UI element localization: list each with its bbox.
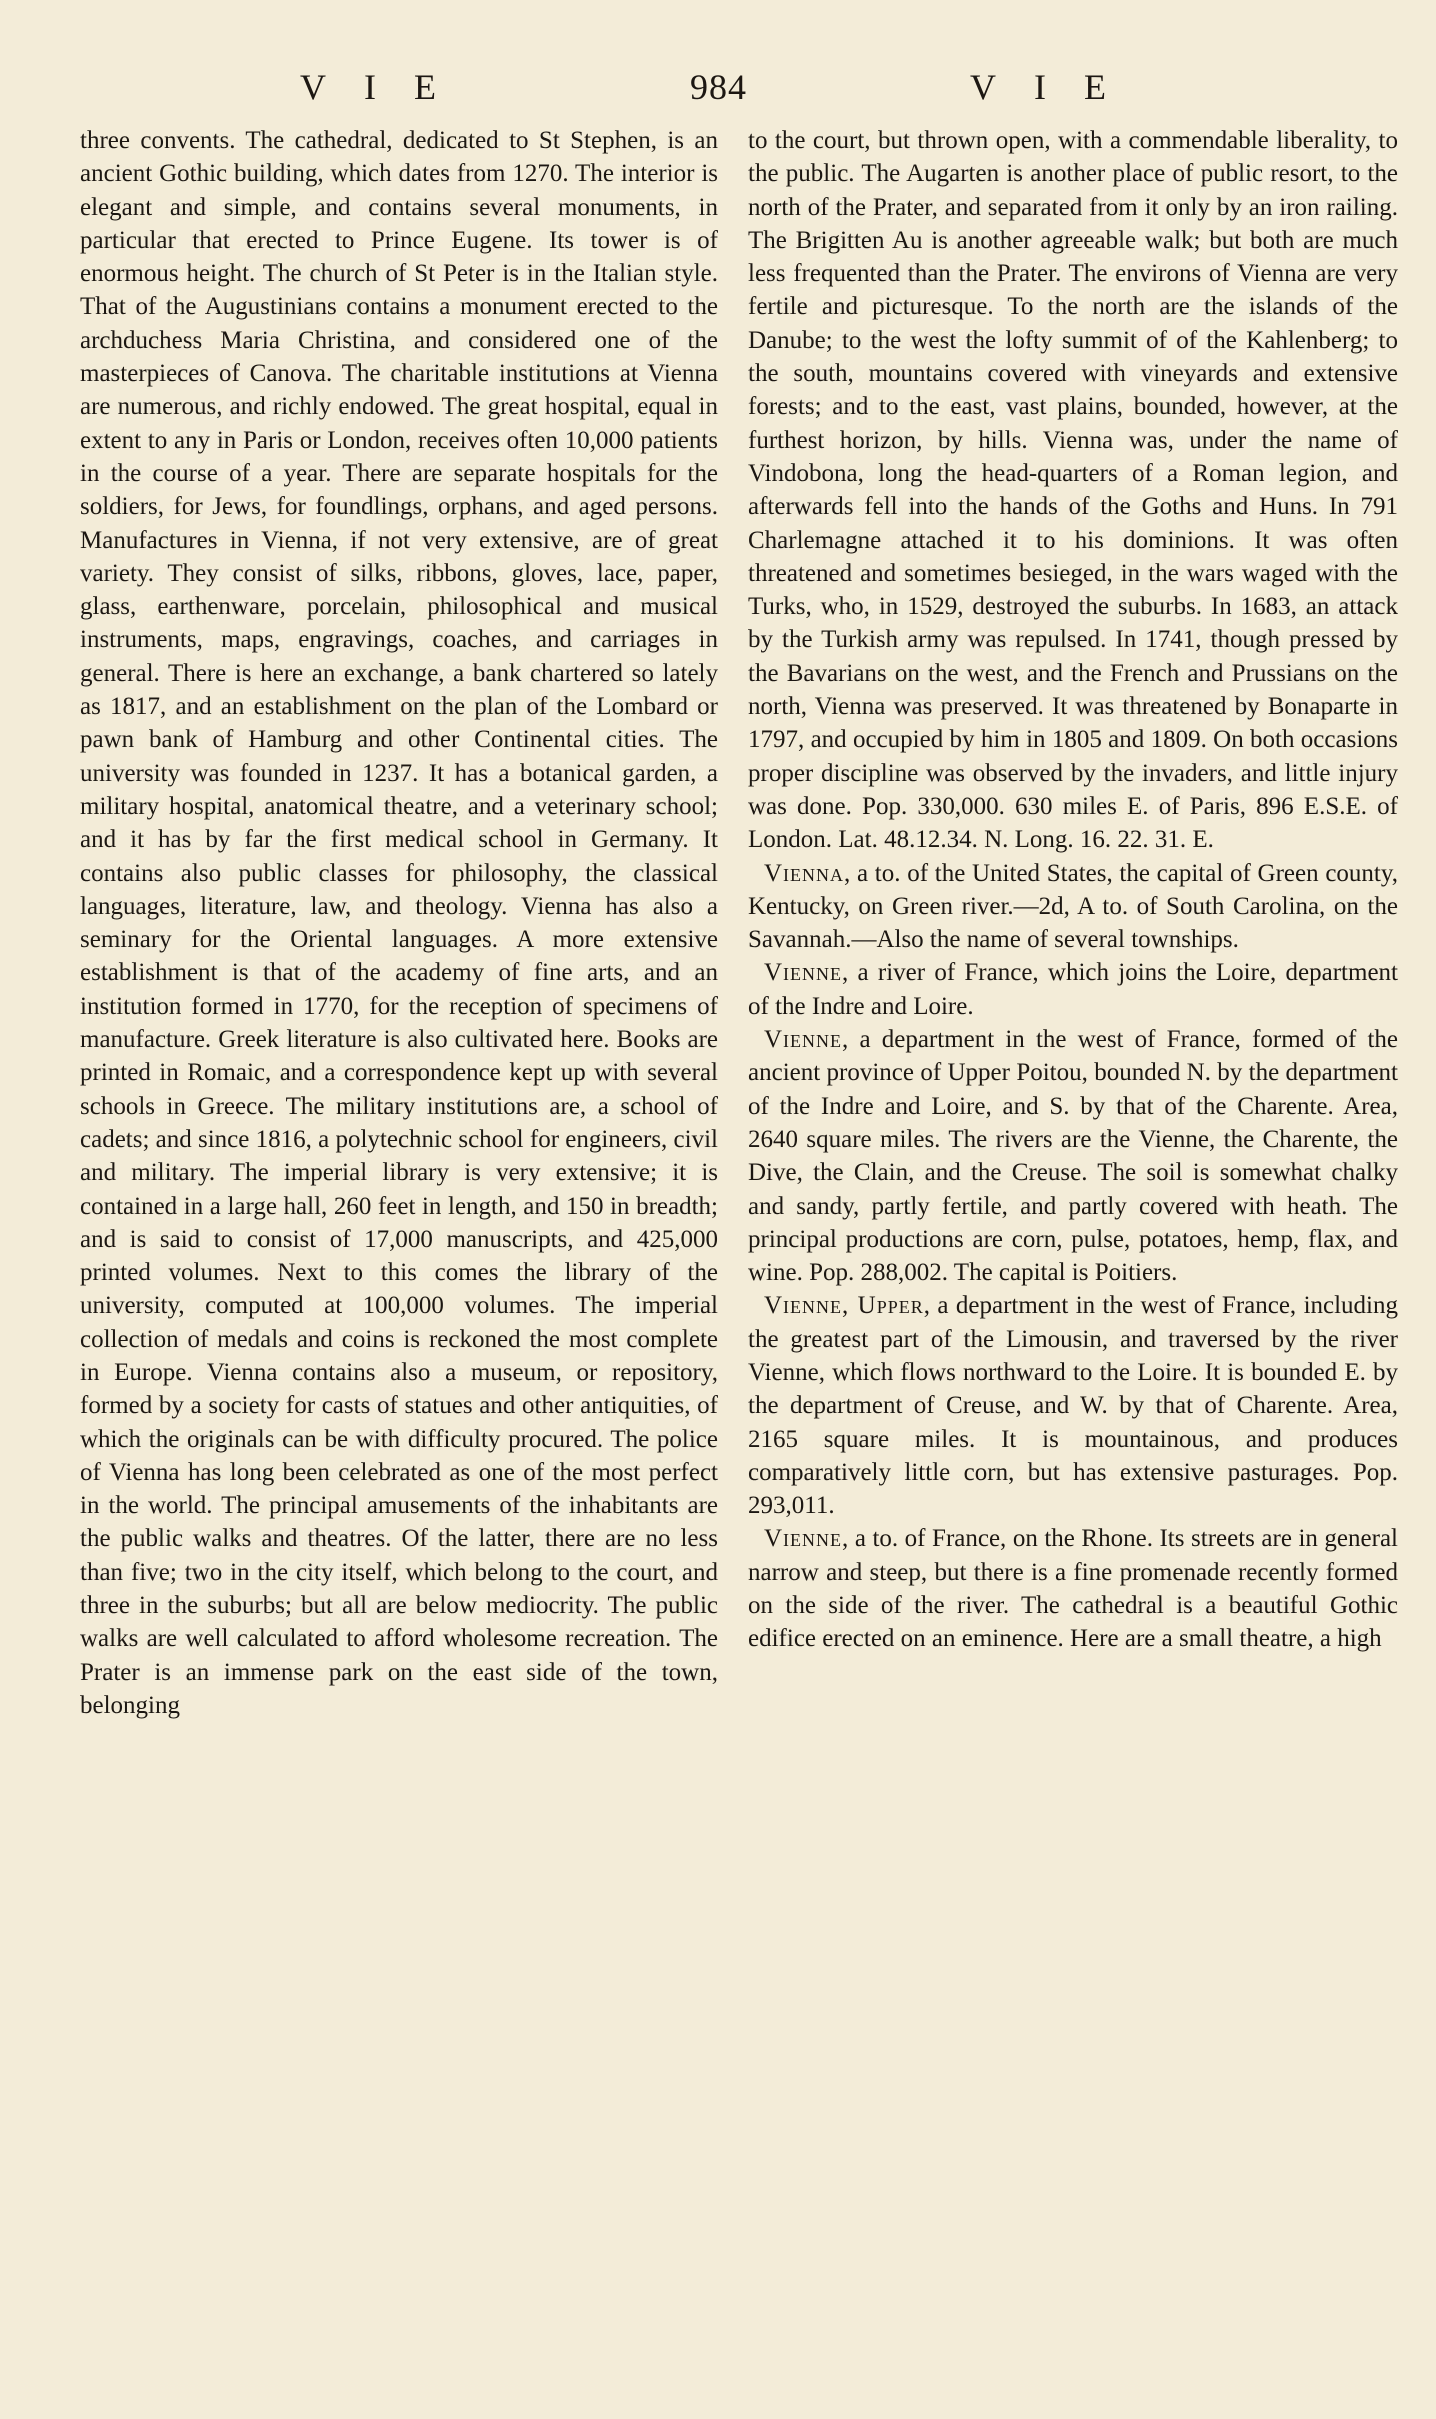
header-right-word: VIE — [970, 67, 1144, 107]
entry-headword: Vienne — [764, 1026, 843, 1054]
entry-text: , a to. of the United States, the capital of Green county, Kentucky, on Green river.—2d, A to. of South Carolina, on the Savannah.—Also the name of several townships. — [748, 859, 1398, 954]
gazetteer-entry — [748, 1023, 1398, 1289]
right-column-continuation: to the court, but thrown open, with a commendable liberality, to the public. The Augarten is another place of public resort, to the north of the Prater, and separated from it only by an iron railing. The Brigitten Au is another agreeable walk; but both are much less frequented than the Prater. The environs of Vienna are very fertile and picturesque. To the north are the islands of the Danube; to the west the lofty summit of of the Kahlenberg; to the south, mountains covered with vineyards and extensive forests; and to the east, vast plains, bounded, however, at the furthest horizon, by hills. Vienna was, under the name of Vindobona, long the head-quarters of a Roman legion, and afterwards fell into the hands of the Goths and Huns. In 791 Charlemagne attached it to his dominions. It was often threatened and sometimes besieged, in the wars waged with the Turks, who, in 1529, destroyed the suburbs. In 1683, an attack by the Turkish army was repulsed. In 1741, though pressed by the Bavarians on the west, and the French and Prussians on the north, Vienna was preserved. It was threatened by Bonaparte in 1797, and occupied by him in 1805 and 1809. On both occasions proper discipline was observed by the invaders, and little injury was done. Pop. 330,000. 630 miles E. of Paris, 896 E.S.E. of London. Lat. 48.12.34. N. Long. 16. 22. 31. E. — [748, 127, 1398, 854]
entry-text: , a department in the west of France, formed of the ancient province of Upper Poitou, bounded N. by the department of the Indre and Loire, and S. by that of the Charente. Area, 2640 square miles. The rivers are the Vienne, the Charente, the Dive, the Clain, and the Creuse. The soil is somewhat chalky and sandy, partly fertile, and partly covered with heath. The principal productions are corn, pulse, potatoes, hemp, flax, and wine. Pop. 288,002. The capital is Poitiers. — [748, 1026, 1398, 1287]
entry-text: , a department in the west of France, including the greatest part of the Limousin, and traversed by the river Vienne, which flows northward to the Loire. It is bounded E. by the department of Creuse, and W. by that of Charente. Area, 2165 square miles. It is mountainous, and produces comparatively little corn, but has extensive pasturages. Pop. 293,011. — [748, 1292, 1398, 1520]
left-column — [80, 124, 718, 1722]
entry-headword: Vienne — [764, 1525, 843, 1553]
gazetteer-entry — [748, 1522, 1398, 1655]
entry-headword: Vienne — [764, 959, 843, 987]
gazetteer-entry — [748, 956, 1398, 1023]
left-column-text: three convents. The cathedral, dedicated to St Stephen, is an ancient Gothic building, which dates from 1270. The interior is elegant and simple, and contains several monuments, in particular that erected to Prince Eugene. Its tower is of enormous height. The church of St Peter is in the Italian style. That of the Augustinians contains a monument erected to the archduchess Maria Christina, and considered one of the masterpieces of Canova. The charitable institutions at Vienna are numerous, and richly endowed. The great hospital, equal in extent to any in Paris or London, receives often 10,000 patients in the course of a year. There are separate hospitals for the soldiers, for Jews, for foundlings, orphans, and aged persons. Manufactures in Vienna, if not very extensive, are of great variety. They consist of silks, ribbons, gloves, lace, paper, glass, earthenware, porcelain, philosophical and musical instruments, maps, engravings, coaches, and carriages in general. There is here an exchange, a bank chartered so lately as 1817, and an establishment on the plan of the Lombard or pawn bank of Hamburg and other Continental cities. The university was founded in 1237. It has a botanical garden, a military hospital, anatomical theatre, and a veterinary school; and it has by far the first medical school in Germany. It contains also public classes for philosophy, the classical languages, literature, law, and theology. Vienna has also a seminary for the Oriental languages. A more extensive establishment is that of the academy of fine arts, and an institution formed in 1770, for the reception of specimens of manufacture. Greek literature is also cultivated here. Books are printed in Romaic, and a correspondence kept up with several schools in Greece. The military institutions are, a school of cadets; and since 1816, a polytechnic school for engineers, civil and military. The imperial library is very extensive; it is contained in a large hall, 260 feet in length, and 150 in breadth; and is said to consist of 17,000 manuscripts, and 425,000 printed volumes. Next to this comes the library of the university, computed at 100,000 volumes. The imperial collection of medals and coins is reckoned the most complete in Europe. Vienna contains also a museum, or repository, formed by a society for casts of statues and other antiquities, of which the originals can be with difficulty procured. The police of Vienna has long been celebrated as one of the most perfect in the world. The principal amusements of the inhabitants are the public walks and theatres. Of the latter, there are no less than five; two in the city itself, which belong to the court, and three in the suburbs; but all are below mediocrity. The public walks are well calculated to afford wholesome recreation. The Prater is an immense park on the east side of the town, belonging — [80, 127, 718, 1719]
entry-headword: Vienne, Upper — [764, 1292, 924, 1320]
entry-text: , a river of France, which joins the Loire, department of the Indre and Loire. — [748, 959, 1398, 1020]
right-column — [748, 124, 1398, 1656]
header-left-word: VIE — [300, 67, 474, 107]
entry-text: , a to. of France, on the Rhone. Its streets are in general narrow and steep, but there is a fine promenade recently formed on the side of the river. The cathedral is a beautiful Gothic edifice erected on an eminence. Here are a small theatre, a high — [748, 1525, 1398, 1653]
entry-headword: Vienna — [764, 859, 845, 887]
running-header — [0, 62, 1436, 112]
gazetteer-entry — [748, 857, 1398, 957]
gazetteer-entry — [748, 1289, 1398, 1522]
page-number: 984 — [690, 67, 747, 107]
